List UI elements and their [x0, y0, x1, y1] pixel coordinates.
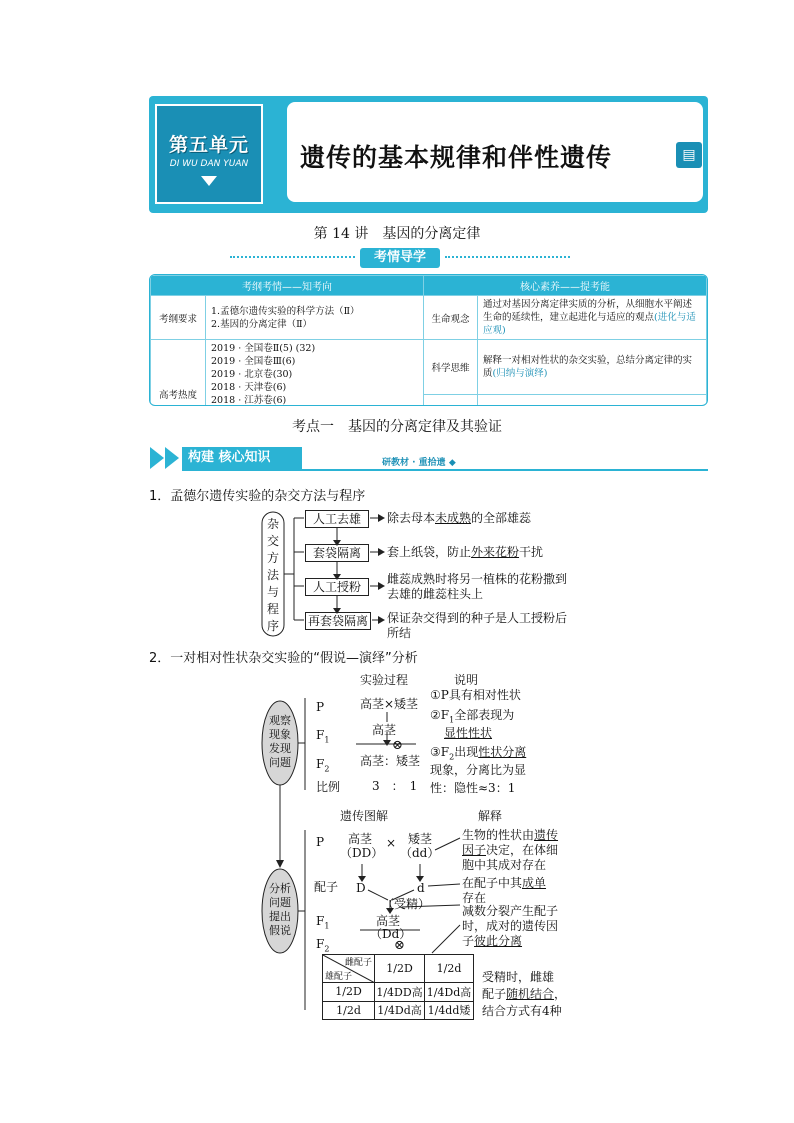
- punnett-cell: 1/4Dd高: [375, 1001, 425, 1020]
- p-short: 矮茎: [408, 832, 433, 846]
- exp-col-header: 实验过程: [360, 673, 409, 687]
- gen-label-p: P: [316, 700, 325, 714]
- part1-heading: 1．孟德尔遗传实验的杂交方法与程序: [149, 489, 366, 504]
- hyp-explain: 生物的性状由遗传 因子决定，在体细 胞中其成对存在: [462, 828, 559, 872]
- hyp-explain: 受精时，雌雄 配子随机结合， 结合方式有4种: [482, 970, 567, 1018]
- step-box: 套袋隔离: [305, 544, 369, 562]
- literacy-text: 通过对基因分离定律实质的分析，从细胞水平阐述生命的延续性，建立起进化与适应的观点(进化与适应观): [478, 296, 707, 340]
- exp-note: 显性性状: [444, 726, 493, 740]
- requirement-item: 1.孟德尔遗传实验的科学方法（Ⅱ）: [211, 305, 360, 317]
- unit-label: 第五单元: [168, 134, 249, 156]
- exp-note: ①P具有相对性状: [430, 688, 521, 702]
- p-tall: 高茎: [348, 832, 373, 846]
- gamete-D: D: [356, 881, 366, 895]
- lecture-title: 第 14 讲 基因的分离定律: [313, 226, 481, 242]
- left-header: 考纲考情——知考向: [151, 276, 424, 296]
- hyp-explain: 减数分裂产生配子 时，成对的遗传因 子彼此分离: [462, 904, 559, 948]
- gen-label-f2: $F_2$: [316, 937, 330, 954]
- step-box: 再套袋隔离: [305, 612, 371, 630]
- f1-phenotype: 高茎: [376, 914, 401, 928]
- unit-pinyin: DI WU DAN YUAN: [169, 159, 249, 169]
- gen-label-f1: $F_1$: [316, 914, 330, 931]
- punnett-corner: 雌配子 雄配子: [323, 955, 375, 983]
- hyp-col-header: 遗传图解: [340, 809, 389, 823]
- f2-phenotype: 高茎：矮茎: [360, 754, 421, 768]
- step-box: 人工授粉: [305, 578, 369, 596]
- fertilization-label: （受精）: [382, 897, 431, 911]
- requirement-item: 2.基因的分离定律（Ⅱ）: [211, 318, 313, 330]
- hyp-explain: 在配子中其成单 存在: [462, 876, 547, 905]
- literacy-text: 解释一对相对性状的杂交实验，总结分离定律的实质(归纳与演绎): [478, 340, 707, 395]
- cross-icon: ×: [386, 836, 397, 850]
- punnett-col-head: 1/2D: [375, 955, 425, 983]
- f1-genotype: （Dd）: [370, 927, 412, 941]
- exp-note: $③F_2$出现性状分离: [430, 745, 527, 762]
- build-bar-tagline: 研教材 · 重拾遗 ◆: [382, 458, 456, 468]
- row-label-requirements: 考纲要求: [151, 296, 206, 340]
- ratio-label: 比例: [316, 780, 341, 794]
- punnett-row-head: 1/2D: [323, 983, 375, 1002]
- punnett-cell: 1/4DD高: [375, 983, 425, 1002]
- step-desc: 套上纸袋，防止外来花粉干扰: [387, 545, 544, 559]
- gen-label-p: P: [316, 835, 325, 849]
- section-title: 考点一 基因的分离定律及其验证: [292, 419, 502, 435]
- literacy-label: 生命观念: [424, 296, 478, 340]
- punnett-row-head: 1/2d: [323, 1001, 375, 1020]
- p-tall-genotype: （DD）: [340, 846, 384, 860]
- gamete-d: d: [417, 881, 425, 895]
- punnett-square: [322, 954, 474, 1020]
- p-cross: 高茎×矮茎: [360, 697, 419, 711]
- part2-heading: 2．一对相对性状杂交实验的“假说—演绎”分析: [149, 651, 418, 666]
- f2-ratio: 3 ： 1: [372, 779, 418, 793]
- oval-observe-label: 观察 现象 发现 问题: [269, 714, 291, 769]
- literacy-label: 科学思维: [424, 340, 478, 395]
- row-label-heat: 高考热度: [151, 340, 206, 407]
- book-icon: ▤: [676, 142, 702, 168]
- self-cross-icon: ⊗: [392, 738, 403, 753]
- hyp-col-header: 解释: [478, 809, 503, 823]
- part1-side-label: 杂 交 方 法 与 程 序: [267, 517, 280, 633]
- punnett-col-head: 1/2d: [425, 955, 474, 983]
- step-desc: 雌蕊成熟时将另一植株的花粉撒到 去雄的雌蕊柱头上: [387, 572, 568, 601]
- punnett-cell: 1/4dd矮: [425, 1001, 474, 1020]
- p-short-genotype: （dd）: [400, 846, 440, 860]
- f1-phenotype: 高茎: [372, 723, 397, 737]
- punnett-cell: 1/4Dd高: [425, 983, 474, 1002]
- exp-note: 现象，分离比为显: [430, 763, 527, 777]
- step-desc: 除去母本未成熟的全部雄蕊: [387, 511, 532, 525]
- gen-label-f1: $F_1$: [316, 728, 330, 745]
- self-cross-icon: ⊗: [394, 938, 405, 953]
- gamete-label: 配子: [314, 880, 339, 894]
- build-knowledge-label: 构建 核心知识: [182, 447, 302, 469]
- right-header: 核心素养——提考能: [424, 276, 707, 296]
- exp-note: $②F_1$全部表现为: [430, 708, 515, 725]
- guide-badge: 考情导学: [360, 248, 440, 268]
- gen-label-f2: $F_2$: [316, 757, 330, 774]
- heat-cell: 2019 · 全国卷Ⅱ(5) (32)2019 · 全国卷Ⅲ(6) 2019 · 北京卷(30)2018 · 天津卷(6) 2018 · 江苏卷(6): [206, 340, 424, 407]
- step-box: 人工去雄: [305, 510, 369, 528]
- exp-note: 性：隐性≈3：1: [430, 781, 516, 795]
- oval-hypothesis-label: 分析 问题 提出 假说: [269, 882, 291, 937]
- page-title: 遗传的基本规律和伴性遗传: [300, 143, 613, 172]
- exp-col-header: 说明: [454, 673, 479, 687]
- step-desc: 保证杂交得到的种子是人工授粉后 所结: [387, 611, 568, 640]
